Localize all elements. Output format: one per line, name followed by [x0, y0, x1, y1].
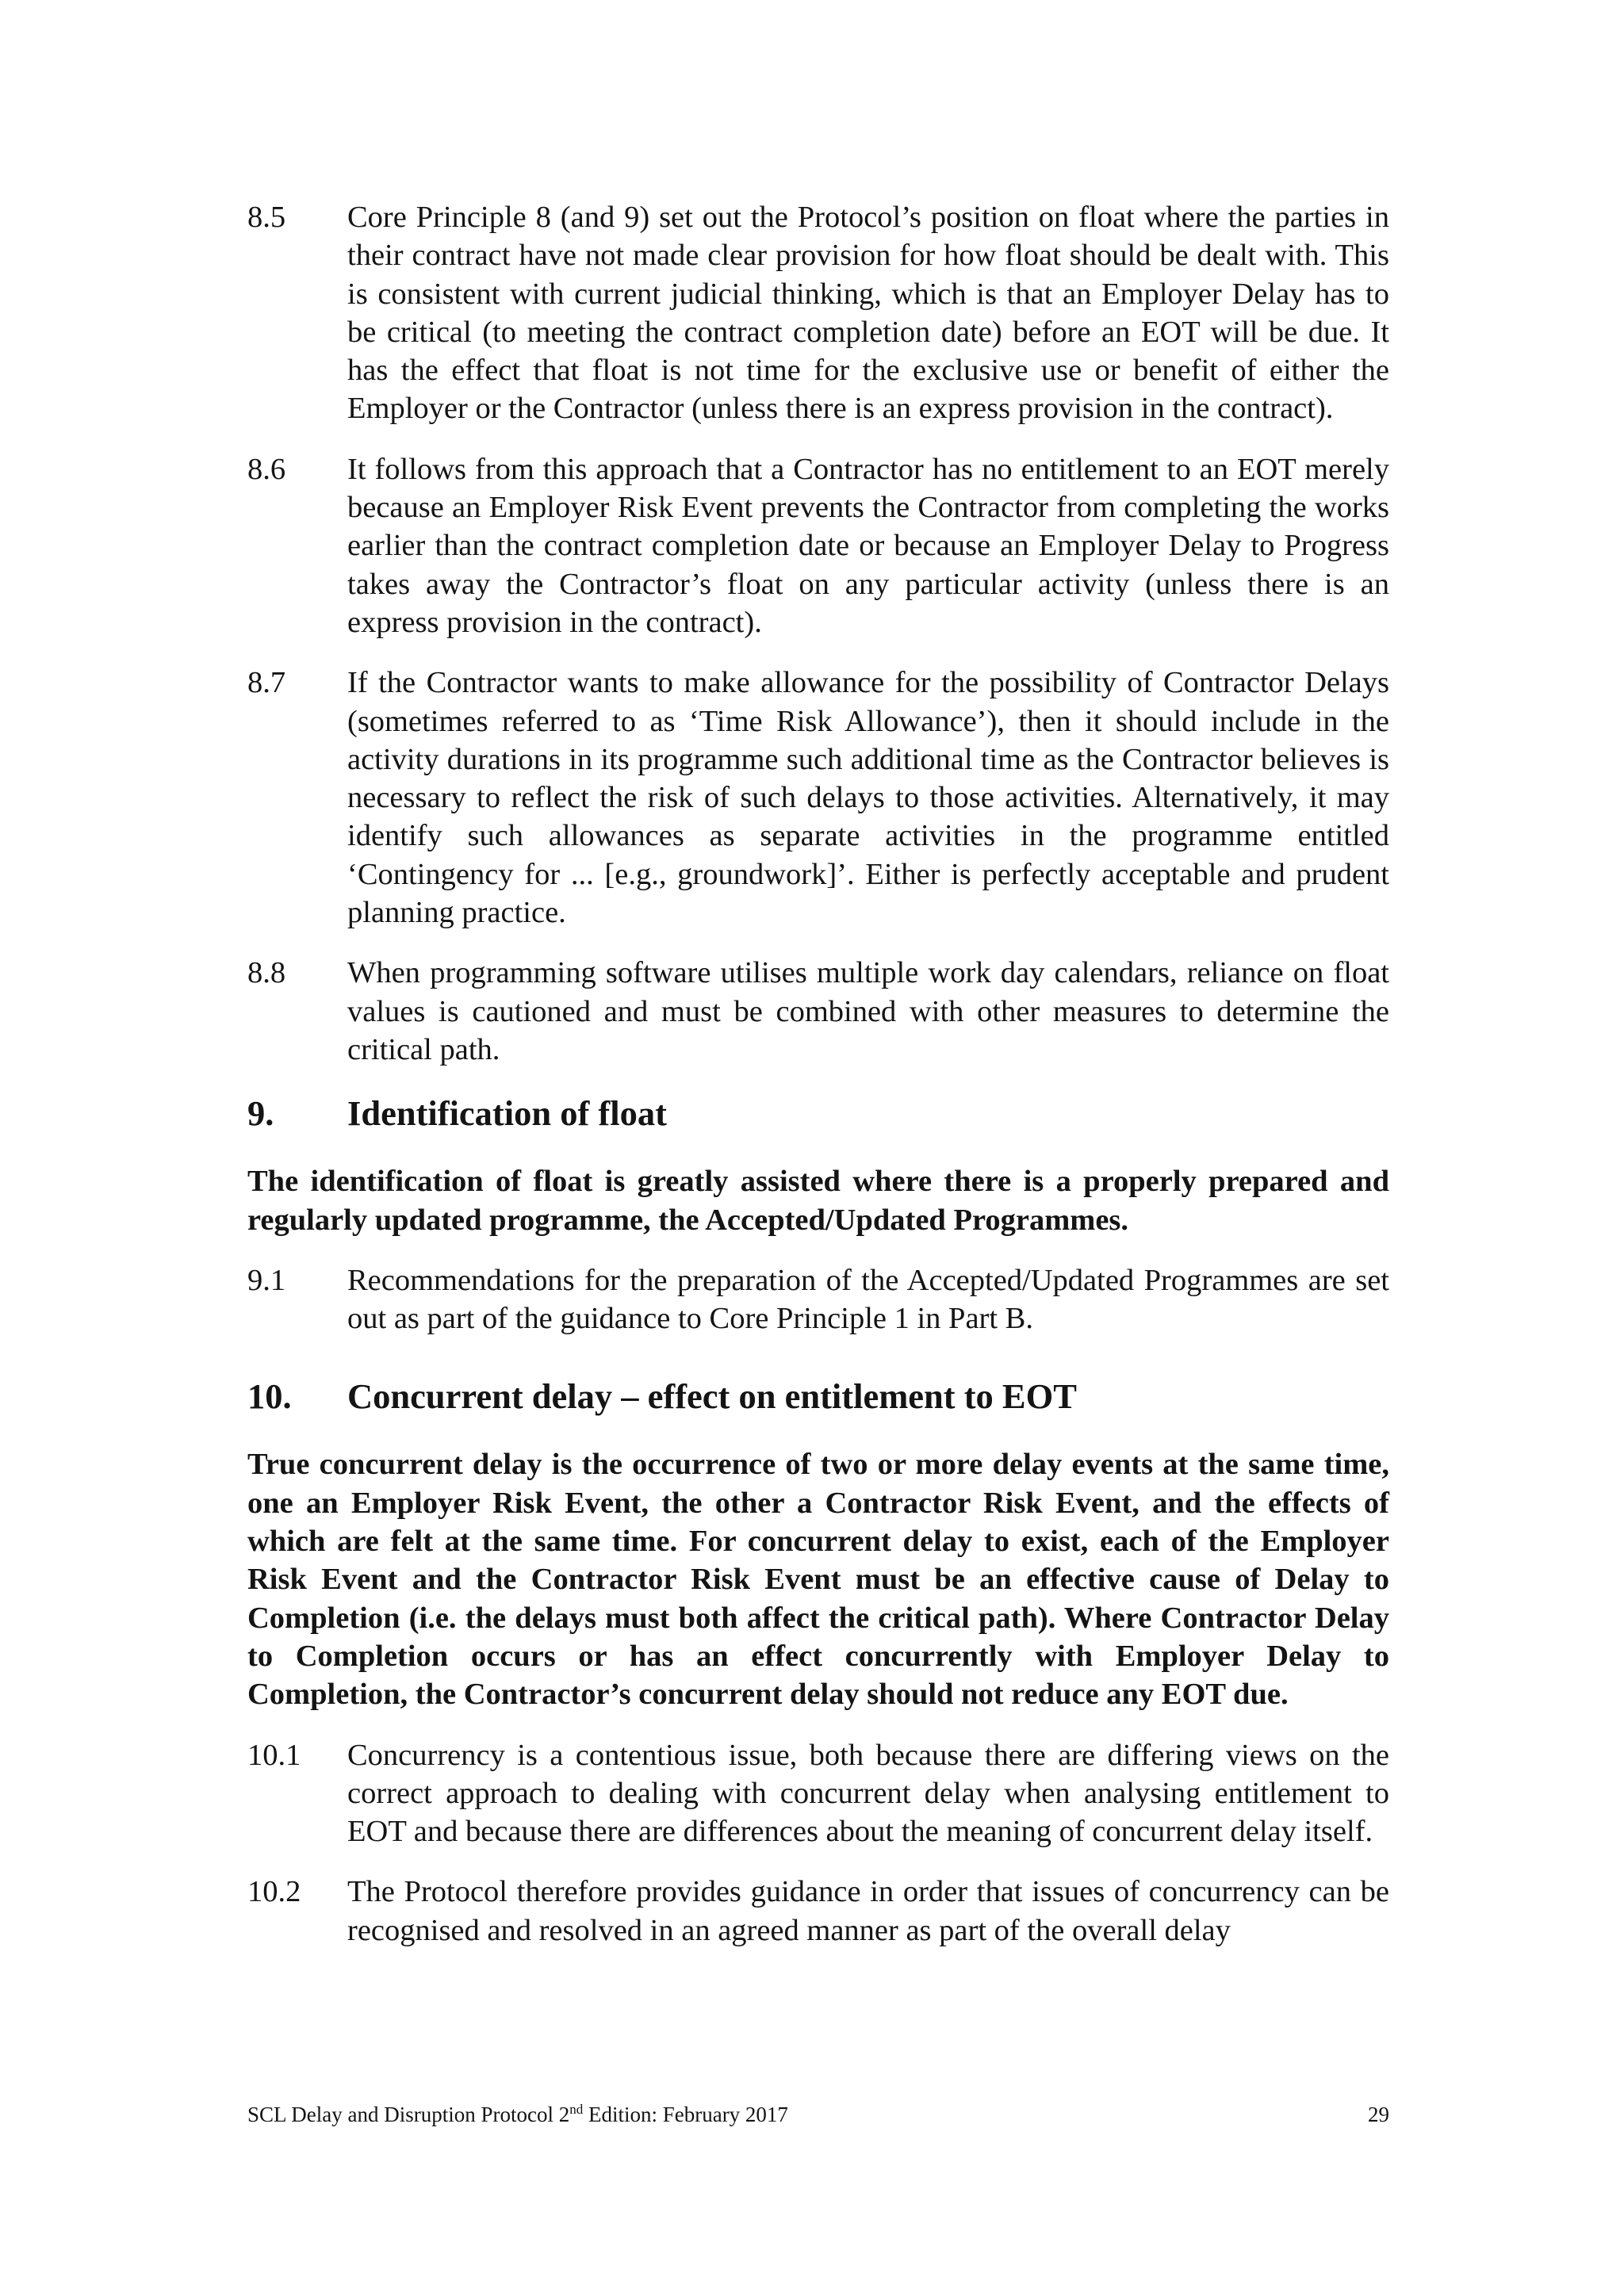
- page-footer: [247, 2101, 1389, 2128]
- paragraph-number: 9.1: [247, 1263, 286, 1297]
- footer-title-text: SCL Delay and Disruption Protocol 2: [247, 2103, 570, 2126]
- paragraph-number: 10.2: [247, 1875, 301, 1909]
- paragraph-text: The Protocol therefore provides guidance in order that issues of concurrency can be recognised and resolved in an agreed manner as part of the overall delay: [347, 1875, 1389, 1947]
- section-heading-10: [247, 1376, 1389, 1417]
- footer-document-title: [247, 2101, 788, 2128]
- footer-edition-superscript: nd: [569, 2102, 584, 2117]
- core-principle-9: The identification of float is greatly assisted where there is a properly prepared and regularly updated programme, the Accepted/Updated Programmes.: [247, 1165, 1389, 1237]
- paragraph-8-6: [247, 450, 1389, 641]
- paragraph-9-1: [247, 1261, 1389, 1338]
- paragraph-8-7: [247, 664, 1389, 932]
- document-body: [247, 198, 1389, 1972]
- paragraph-text: Concurrency is a contentious issue, both because there are differing views on the correct approach to dealing with concurrent delay when analysing entitlement to EOT and because there are differences about the meaning of concurrent delay itself.: [347, 1738, 1389, 1849]
- page-number: 29: [1368, 2103, 1389, 2126]
- paragraph-number: 8.7: [247, 666, 286, 700]
- paragraph-text: If the Contractor wants to make allowance for the possibility of Contractor Delays (sometimes referred to as ‘Time Risk Allowance’), then it should include in the activity durations in its programme such additional time as the Contractor believes is necessary to reflect the risk of such delays to those activities. Alternatively, it may identify such allowances as separate activities in the programme entitled ‘Contingency for ... [e.g., groundwork]’. Either is perfectly acceptable and prudent planning practice.: [347, 666, 1389, 930]
- section-title: Identification of float: [347, 1093, 667, 1134]
- paragraph-10-1: [247, 1736, 1389, 1851]
- paragraph-text: When programming software utilises multiple work day calendars, reliance on float values is cautioned and must be combined with other measures to determine the critical path.: [347, 956, 1389, 1066]
- paragraph-number: 8.6: [247, 452, 286, 486]
- section-number: 9.: [247, 1093, 274, 1134]
- paragraph-8-8: [247, 954, 1389, 1069]
- footer-edition-date: Edition: February 2017: [583, 2103, 788, 2126]
- paragraph-number: 10.1: [247, 1738, 301, 1772]
- paragraph-text: Core Principle 8 (and 9) set out the Protocol’s position on float where the parties in their contract have not made clear provision for how float should be dealt with. This is consistent with current judicial thinking, which is that an Employer Delay has to be critical (to meeting the contract completion date) before an EOT will be due. It has the effect that float is not time for the exclusive use or benefit of either the Employer or the Contractor (unless there is an express provision in the contract).: [347, 201, 1389, 426]
- paragraph-text: It follows from this approach that a Contractor has no entitlement to an EOT merely because an Employer Risk Event prevents the Contractor from completing the works earlier than the contract completion date or because an Employer Delay to Progress takes away the Contractor’s float on any particular activity (unless there is an express provision in the contract).: [347, 452, 1389, 639]
- core-principle-10: True concurrent delay is the occurrence of two or more delay events at the same time, one an Employer Risk Event, the other a Contractor Risk Event, and the effects of which are felt at the same time. For concurrent delay to exist, each of the Employer Risk Event and the Contractor Risk Event must be an effective cause of Delay to Completion (i.e. the delays must both affect the critical path). Where Contractor Delay to Completion occurs or has an effect concurrently with Employer Delay to Completion, the Contractor’s concurrent delay should not reduce any EOT due.: [247, 1448, 1389, 1712]
- paragraph-8-5: [247, 198, 1389, 428]
- section-number: 10.: [247, 1376, 292, 1417]
- section-title: Concurrent delay – effect on entitlement to EOT: [347, 1376, 1077, 1417]
- paragraph-text: Recommendations for the preparation of the Accepted/Updated Programmes are set out as part of the guidance to Core Principle 1 in Part B.: [347, 1263, 1389, 1336]
- paragraph-number: 8.8: [247, 956, 286, 990]
- paragraph-number: 8.5: [247, 201, 286, 234]
- paragraph-10-2: [247, 1873, 1389, 1950]
- section-heading-9: [247, 1093, 1389, 1134]
